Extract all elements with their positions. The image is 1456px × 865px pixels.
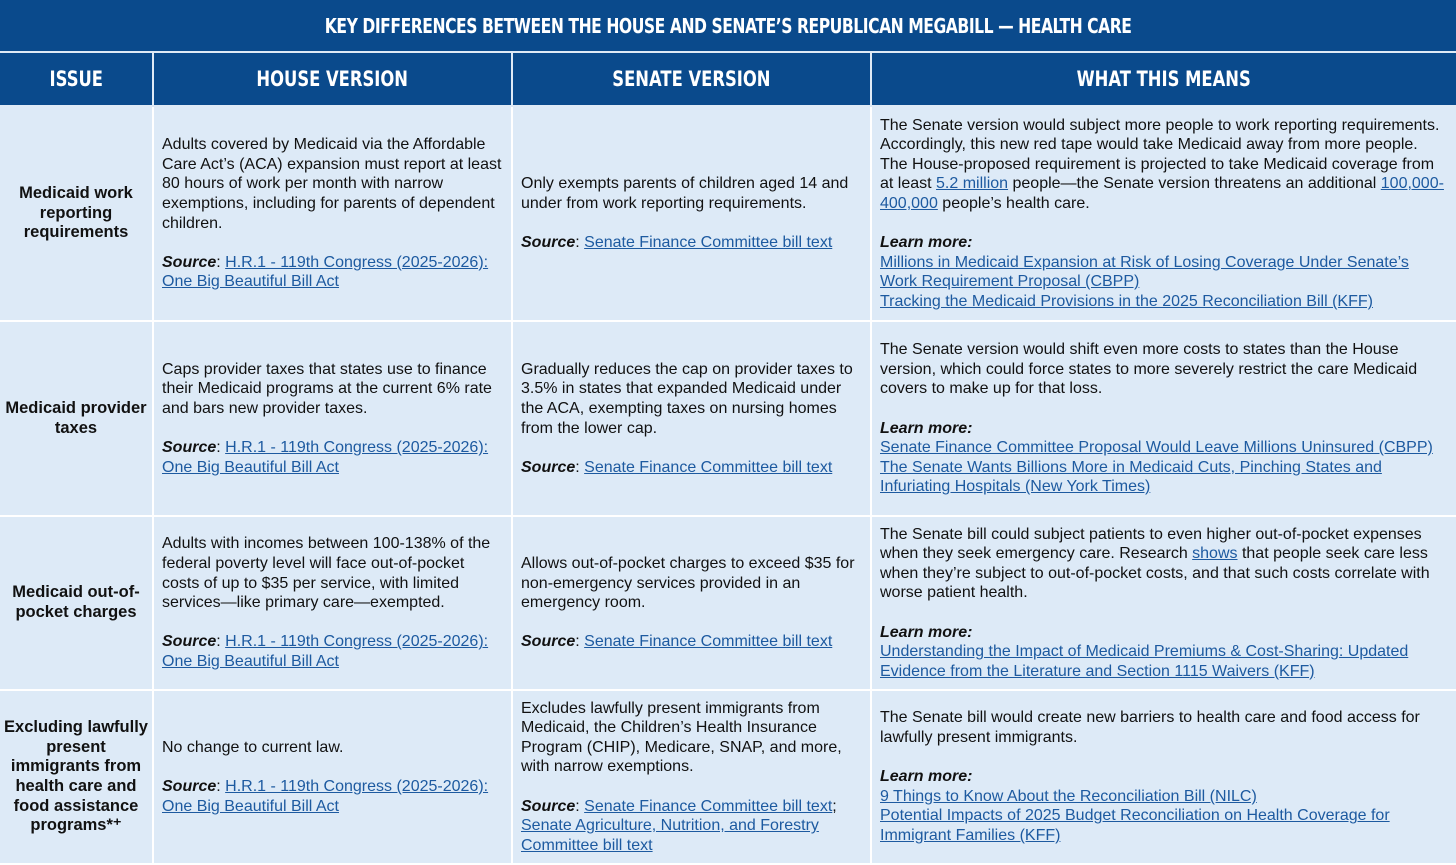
house-text: Adults with incomes between 100-138% of the federal poverty level will face out-of-pocket costs of up to $35 per service, with limited services—like primary care—exempted. <box>162 535 491 612</box>
issue-cell <box>0 106 153 321</box>
house-cell <box>153 321 512 516</box>
senate-source-link[interactable]: Senate Finance Committee bill text <box>584 797 833 815</box>
learn-more-item <box>880 458 1448 497</box>
senate-source: Source: Senate Finance Committee bill text; Senate Agriculture, Nutrition, and Forestry Committee bill text <box>521 797 837 854</box>
table-row <box>0 690 1456 864</box>
house-source-link[interactable]: H.R.1 - 119th Congress (2025-2026): One Big Beautiful Bill Act <box>162 439 489 476</box>
senate-source: Source: Senate Finance Committee bill text <box>521 458 833 476</box>
source-label: Source <box>521 797 576 815</box>
house-source: Source: H.R.1 - 119th Congress (2025-2026): One Big Beautiful Bill Act <box>162 253 489 291</box>
learn-more-item <box>880 787 1448 807</box>
means-text-part: The Senate version would subject more people to work reporting requirements. Accordingly, this new red tape would take Medicaid away from more people. The House-proposed requirement is projected to take Medicaid coverage from at least <box>880 116 1440 193</box>
means-text: The Senate version would shift even more costs to states than the House version, which could force states to more severely restrict the care Medicaid covers to make up for that loss. <box>880 341 1418 398</box>
source-label: Source <box>521 458 576 476</box>
learn-more-item <box>880 438 1448 458</box>
means-cell <box>871 516 1456 690</box>
learn-more-link[interactable]: Potential Impacts of 2025 Budget Reconciliation on Health Coverage for Immigrant Families (KFF) <box>880 807 1390 844</box>
issue-label: Medicaid out-of-pocket charges <box>12 583 140 621</box>
senate-cell <box>512 516 871 690</box>
senate-text: Only exempts parents of children aged 14 and under from work reporting requirements. <box>521 175 849 212</box>
learn-more-link[interactable]: Senate Finance Committee Proposal Would Leave Millions Uninsured (CBPP) <box>880 439 1433 457</box>
house-source: Source: H.R.1 - 119th Congress (2025-2026): One Big Beautiful Bill Act <box>162 778 489 815</box>
learn-more-link[interactable]: Tracking the Medicaid Provisions in the 2025 Reconciliation Bill (KFF) <box>880 292 1373 310</box>
senate-source: Source: Senate Finance Committee bill text <box>521 234 833 252</box>
house-source: Source: H.R.1 - 119th Congress (2025-2026): One Big Beautiful Bill Act <box>162 633 489 670</box>
senate-source-link[interactable]: Senate Finance Committee bill text <box>584 234 833 252</box>
issue-cell <box>0 321 153 516</box>
house-cell <box>153 690 512 864</box>
learn-more-item <box>880 292 1448 312</box>
source-separator: ; <box>832 797 837 815</box>
issue-label: Medicaid provider taxes <box>5 398 147 437</box>
header-senate-label: SENATE VERSION <box>612 67 771 91</box>
means-text <box>880 525 1448 603</box>
means-inline-link[interactable]: 5.2 million <box>936 175 1009 193</box>
issue-label: Medicaid work reporting requirements <box>19 184 133 242</box>
house-text: Adults covered by Medicaid via the Affordable Care Act’s (ACA) expansion must report at least 80 hours of work per month with narrow exemptions, including for parents of dependent children. <box>162 136 502 232</box>
source-label: Source <box>521 633 576 651</box>
learn-more-label: Learn more: <box>880 768 973 786</box>
means-text-part: The Senate bill could subject patients to even higher out-of-pocket expenses when they seek emergency care. Research <box>880 525 1422 563</box>
senate-source: Source: Senate Finance Committee bill text <box>521 633 833 651</box>
table-title: KEY DIFFERENCES BETWEEN THE HOUSE AND SENATE’S REPUBLICAN MEGABILL — HEALTH CARE <box>324 13 1132 38</box>
learn-more-item <box>880 806 1448 845</box>
issue-cell <box>0 516 153 690</box>
senate-source-link[interactable]: Senate Finance Committee bill text <box>584 458 833 476</box>
learn-more-label: Learn more: <box>880 419 973 437</box>
house-source: Source: H.R.1 - 119th Congress (2025-2026): One Big Beautiful Bill Act <box>162 439 489 476</box>
means-cell <box>871 690 1456 864</box>
comparison-table <box>0 51 1456 865</box>
learn-more-item <box>880 642 1448 681</box>
means-text-part: people—the Senate version threatens an additional <box>1008 175 1381 193</box>
header-house-version <box>153 52 512 106</box>
house-source-link[interactable]: H.R.1 - 119th Congress (2025-2026): One Big Beautiful Bill Act <box>162 778 489 815</box>
senate-text: Gradually reduces the cap on provider taxes to 3.5% in states that expanded Medicaid under the ACA, exempting taxes on nursing homes from the lower cap. <box>521 360 853 437</box>
table-title-banner <box>0 0 1456 51</box>
house-text: No change to current law. <box>162 738 344 756</box>
house-source-link[interactable]: H.R.1 - 119th Congress (2025-2026): One Big Beautiful Bill Act <box>162 253 489 291</box>
header-issue <box>0 52 153 106</box>
source-label: Source <box>162 633 217 651</box>
means-text <box>880 116 1448 214</box>
header-what-this-means <box>871 52 1456 106</box>
senate-source-link[interactable]: Senate Finance Committee bill text <box>584 633 833 651</box>
house-source-link[interactable]: H.R.1 - 119th Congress (2025-2026): One Big Beautiful Bill Act <box>162 633 489 670</box>
learn-more-link[interactable]: The Senate Wants Billions More in Medicaid Cuts, Pinching States and Infuriating Hospitals (New York Times) <box>880 458 1382 496</box>
senate-cell <box>512 321 871 516</box>
learn-more-link[interactable]: 9 Things to Know About the Reconciliation Bill (NILC) <box>880 787 1257 805</box>
means-inline-link[interactable]: shows <box>1192 545 1238 563</box>
source-label: Source <box>162 778 217 795</box>
learn-more-link[interactable]: Understanding the Impact of Medicaid Premiums & Cost-Sharing: Updated Evidence from the Literature and Section 1115 Waivers (KFF) <box>880 643 1409 680</box>
table-row <box>0 106 1456 321</box>
table-row <box>0 321 1456 516</box>
means-text-part: people’s health care. <box>937 194 1090 212</box>
source-label: Source <box>162 253 217 271</box>
table-row <box>0 516 1456 690</box>
senate-text: Allows out-of-pocket charges to exceed $35 for non-emergency services provided in an emergency room. <box>521 555 855 612</box>
house-cell <box>153 516 512 690</box>
header-house-label: HOUSE VERSION <box>256 67 409 91</box>
learn-more-label: Learn more: <box>880 234 973 252</box>
learn-more-label: Learn more: <box>880 623 973 641</box>
means-text: The Senate bill would create new barriers to health care and food access for lawfully present immigrants. <box>880 709 1420 747</box>
means-inline-link[interactable]: 100,000-400,000 <box>880 175 1444 212</box>
source-label: Source <box>162 439 217 457</box>
senate-cell <box>512 106 871 321</box>
header-senate-version <box>512 52 871 106</box>
senate-text: Excludes lawfully present immigrants from Medicaid, the Children’s Health Insurance Program (CHIP), Medicare, SNAP, and more, with narrow exemptions. <box>521 699 842 776</box>
header-means-label: WHAT THIS MEANS <box>1076 67 1252 91</box>
house-cell <box>153 106 512 321</box>
house-text: Caps provider taxes that states use to finance their Medicaid programs at the current 6% rate and bars new provider taxes. <box>162 360 492 417</box>
issue-cell <box>0 690 153 864</box>
means-text-part: that people seek care less when they’re subject to out-of-pocket costs, and that such costs correlate with worse patient health. <box>880 545 1430 602</box>
senate-cell <box>512 690 871 864</box>
issue-label: Excluding lawfully present immigrants from health care and food assistance programs*⁺ <box>4 718 148 835</box>
means-cell <box>871 106 1456 321</box>
learn-more-item <box>880 253 1448 292</box>
header-row <box>0 52 1456 106</box>
senate-source-link-2[interactable]: Senate Agriculture, Nutrition, and Forestry Committee bill text <box>521 817 819 854</box>
means-cell <box>871 321 1456 516</box>
learn-more-link[interactable]: Millions in Medicaid Expansion at Risk of Losing Coverage Under Senate’s Work Requirement Proposal (CBPP) <box>880 253 1409 291</box>
header-issue-label: ISSUE <box>49 67 103 91</box>
source-label: Source <box>521 234 576 252</box>
